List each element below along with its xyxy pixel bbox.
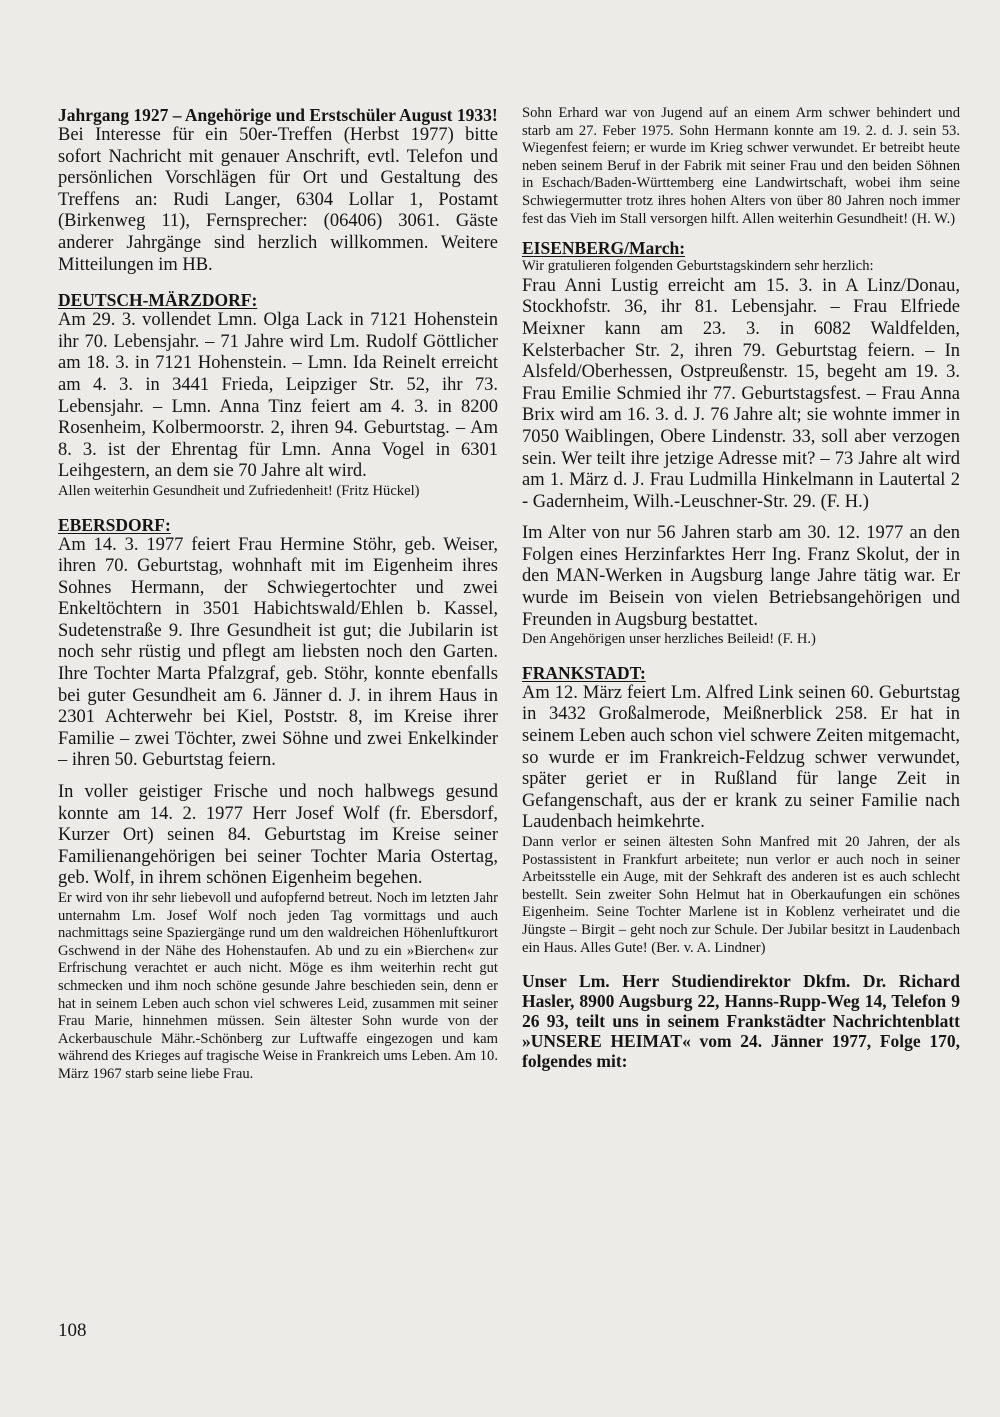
frankstadt-link-text: Am 12. März feiert Lm. Alfred Link seinen 60. Geburtstag in 3432 Großalmerode, Meißnerblick 258. Er hat in seinem Leben auch schon viel schwere Zeiten mitgemacht, so wurde er im Frankreich-Feldzug schwer verwundet, später geriet er in Rußland für lange Zeit in Gefangenschaft, aus der er krank zu seiner Familie nach Laudenbach heimkehrte. [522, 682, 960, 833]
deutsch-maerzdorf-text: Am 29. 3. vollendet Lmn. Olga Lack in 7121 Hohenstein ihr 70. Lebensjahr. – 71 Jahre wird Lm. Rudolf Göttlicher am 18. 3. in 7121 Hohenstein. – Lmn. Ida Reinelt erreicht am 4. 3. in 3441 Frieda, Leipziger Str. 52, ihr 73. Lebensjahr. – Lmn. Anna Tinz feiert am 4. 3. in 8200 Rosenheim, Kolbermoorstr. 2, ihren 94. Geburtstag. – Am 8. 3. ist der Ehrentag für Lmn. Anna Vogel in 6301 Leihgestern, an dem sie 70 Jahre alt wird. [58, 310, 498, 482]
page-number: 108 [58, 1320, 87, 1341]
ebersdorf-wolf-continuation: Sohn Erhard war von Jugend auf an einem Arm schwer behindert und starb am 27. Feber 1975. Sohn Hermann konnte am 19. 2. d. J. sein 53. Wiegenfest feiern; er wurde im Krieg schwer verwundet. Er betreibt heute neben seinem Beruf in der Fabrik mit seiner Frau und den beiden Söhnen in Eschach/Baden-Württemberg eine Landwirtschaft, wobei ihm seine Schwiegermutter trotz ihres hohen Alters von über 80 Jahren noch immer fest das Vieh im Stall versorgen hilft. Allen weiterhin Gesundheit! (H. W.) [522, 105, 960, 227]
hasler-announcement: Unser Lm. Herr Studiendirektor Dkfm. Dr. Richard Hasler, 8900 Augsburg 22, Hanns-Rupp-Weg 14, Telefon 9 26 93, teilt uns in seinem Frankstädter Nachrichtenblatt »UNSERE HEIMAT« vom 24. Jänner 1977, Folge 170, folgendes mit: [522, 971, 960, 1072]
deutsch-maerzdorf-closing: Allen weiterhin Gesundheit und Zufriedenheit! (Fritz Hückel) [58, 482, 420, 499]
jahrgang-1927-text: Bei Interesse für ein 50er-Treffen (Herbst 1977) bitte sofort Nachricht mit genauer Anschrift, evtl. Telefon und persönlichen Vorschlägen für Ort und Gestaltung des Treffens an: Rudi Langer, 6304 Lollar 1, Postamt (Birkenweg 11), Fernsprecher: (06406) 3061. Gäste anderer Jahrgänge sind herzlich willkommen. Weitere Mitteilungen im HB. [58, 125, 498, 275]
section-heading-deutsch-maerzdorf: DEUTSCH-MÄRZDORF: [58, 290, 258, 311]
eisenberg-intro: Wir gratulieren folgenden Geburtstagskindern sehr herzlich: [522, 258, 874, 275]
eisenberg-birthdays-text: Frau Anni Lustig erreicht am 15. 3. in A Linz/Donau, Stockhofstr. 36, ihr 81. Lebensjahr. – Frau Elfriede Meixner kann am 23. 3. in 6082 Waldfelden, Kelsterbacher Str. 2, ihren 79. Geburtstag feiern. – In Alsfeld/Oberhessen, Ostpreußenstr. 15, begeht am 19. 3. Frau Emilie Schmied ihr 77. Geburtstagsfest. – Frau Anna Brix wird am 16. 3. d. J. 76 Jahre alt; sie wohnte immer in 7050 Waiblingen, Obere Lindenstr. 33, soll aber verzogen sein. Wer teilt ihre jetzige Adresse mit? – 73 Jahre alt wird am 1. März d. J. Frau Ludmilla Hinkelmann in Lautertal 2 - Gadernheim, Wilh.-Leuschner-Str. 29. (F. H.) [522, 275, 960, 512]
ebersdorf-stoehr-text: Am 14. 3. 1977 feiert Frau Hermine Stöhr, geb. Weiser, ihren 70. Geburtstag, wohnhaft mit im Eigenheim ihres Sohnes Hermann, der Schwiegertochter und zwei Enkeltöchtern in 3501 Habichtswald/Ehlen b. Kassel, Sudetenstraße 9. Ihre Gesundheit ist gut; die Jubilarin ist noch sehr rüstig und pflegt am liebsten noch den Garten. Ihre Tochter Marta Pfalzgraf, geb. Stöhr, konnte ebenfalls bei guter Gesundheit am 6. Jänner d. J. in ihrem Haus in 2301 Achterwehr bei Kiel, Poststr. 8, im Kreise ihrer Familie – zwei Töchter, zwei Söhne und zwei Enkelkinder – ihren 50. Geburtstag feiern. [58, 534, 498, 771]
jahrgang-1927-title: Jahrgang 1927 – Angehörige und Erstschüler August 1933! [58, 105, 498, 125]
section-heading-ebersdorf: EBERSDORF: [58, 514, 171, 535]
skolut-condolence: Den Angehörigen unser herzliches Beileid! (F. H.) [522, 631, 816, 648]
right-column [522, 105, 960, 1071]
section-heading-eisenberg: EISENBERG/March: [522, 238, 686, 259]
ebersdorf-wolf-text: In voller geistiger Frische und noch halbwegs gesund konnte am 14. 2. 1977 Herr Josef Wolf (fr. Ebersdorf, Kurzer Ort) seinen 84. Geburtstag im Kreise seiner Familienangehörigen bei seiner Tochter Maria Ostertag, geb. Wolf, in ihrem schönen Eigenheim begehen. [58, 782, 498, 889]
frankstadt-link-detail: Dann verlor er seinen ältesten Sohn Manfred mit 20 Jahren, der als Postassistent in Frankfurt arbeitete; nun verlor er auch noch in seiner Arbeitsstelle ein Auge, mit der Sehkraft des anderen ist es auch schlecht bestellt. Sein zweiter Sohn Helmut hat in Oberkaufungen ein schönes Eigenheim. Seine Tochter Marlene ist in Koblenz verheiratet und die Jüngste – Birgit – geht noch zur Schule. Der Jubilar besitzt in Laudenbach ein Haus. Alles Gute! (Ber. v. A. Lindner) [522, 834, 960, 956]
skolut-obituary-text: Im Alter von nur 56 Jahren starb am 30. 12. 1977 an den Folgen eines Herzinfarktes Herr Ing. Franz Skolut, der in den MAN-Werken in Augsburg lange Jahre tätig war. Er wurde im Beisein von vielen Betriebsangehörigen und Freunden in Augsburg bestattet. [522, 523, 960, 630]
left-column [58, 105, 498, 1084]
ebersdorf-wolf-detail: Er wird von ihr sehr liebevoll und aufopfernd betreut. Noch im letzten Jahr unternahm Lm. Josef Wolf noch jeden Tag vormittags und auch nachmittags seine Spaziergänge rund um den waldreichen Höhenluftkurort Gschwend in der Nähe des Hohenstaufen. Ab und zu ein »Bierchen« zur Erfrischung verachtet er auch nicht. Möge es ihm weiterhin recht gut schmecken und ihm noch schöne gesunde Jahre beschieden sein, denn er hat in seinem Leben auch schon viel schweres Leid, zusammen mit seiner Frau Marie, hinnehmen müssen. Sein ältester Sohn wurde von der Ackerbauschule Mähr.-Schönberg zur Luftwaffe eingezogen und kam während des Krieges auf tragische Weise in Frankreich ums Leben. Am 10. März 1967 starb seine liebe Frau. [58, 890, 498, 1082]
section-heading-frankstadt: FRANKSTADT: [522, 662, 646, 683]
